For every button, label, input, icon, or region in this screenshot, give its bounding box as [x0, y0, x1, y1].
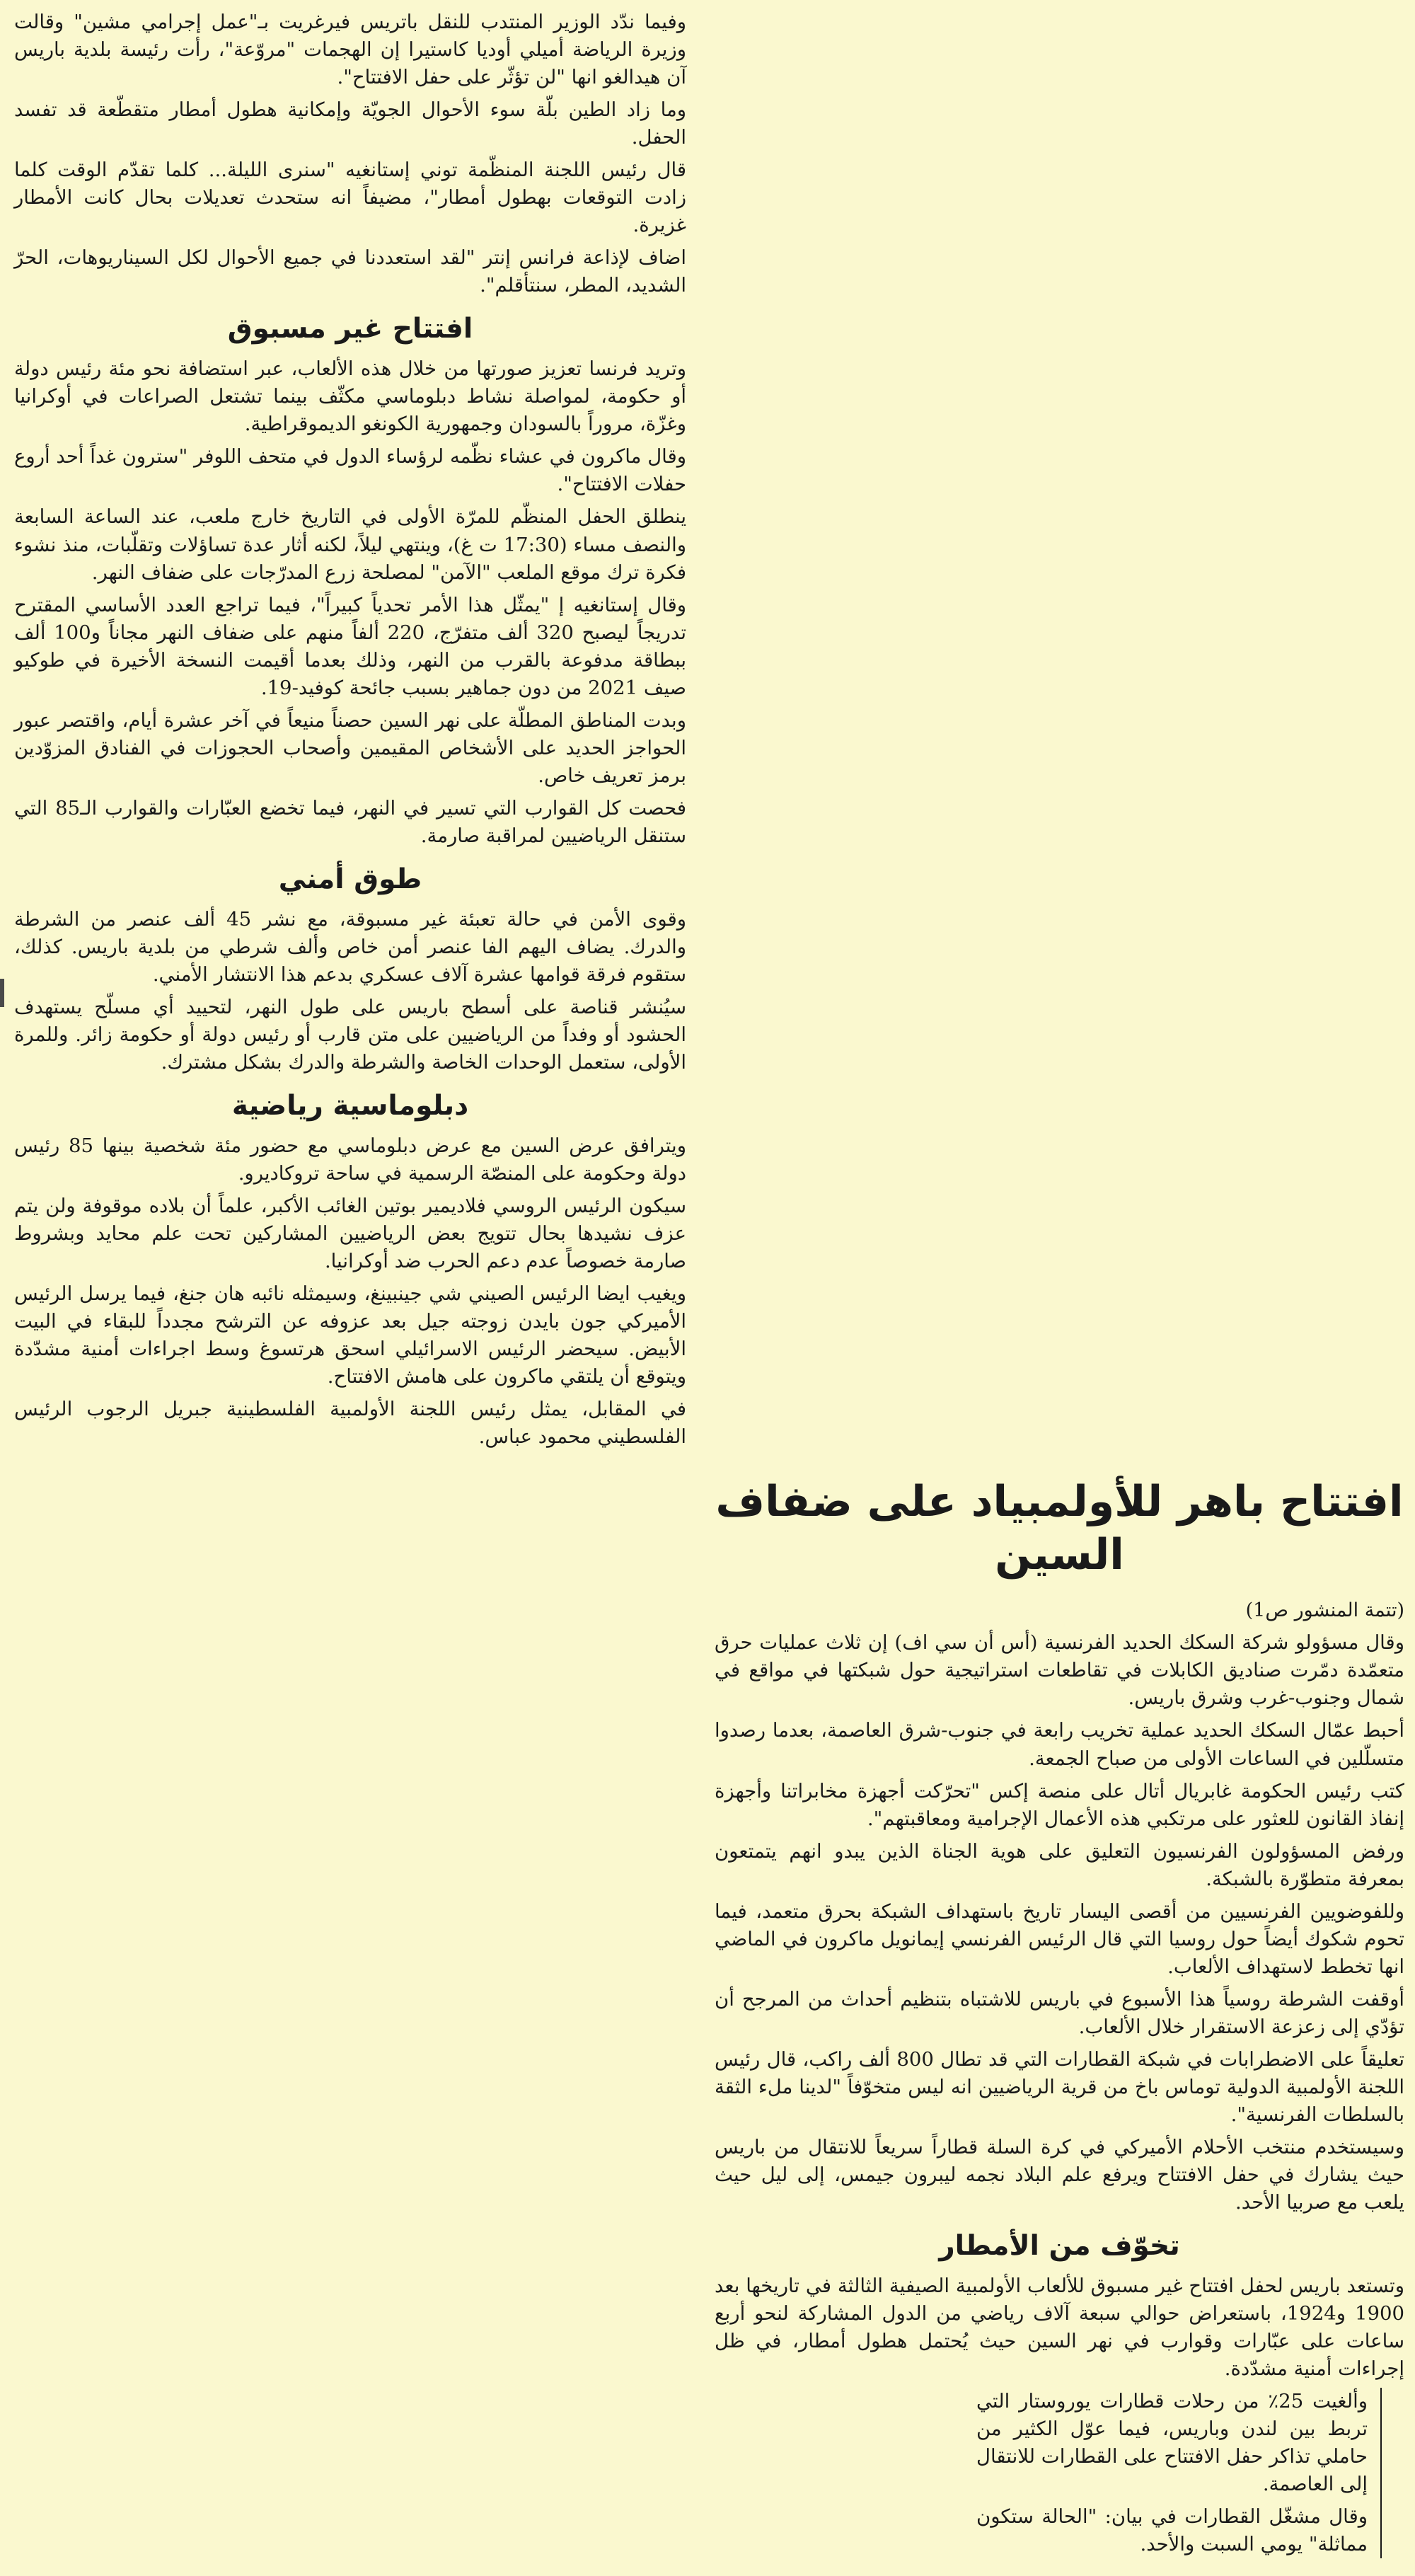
- section-rain-fears: [715, 2229, 1404, 2558]
- section-sports-diplomacy: [14, 1089, 686, 1451]
- article-paragraph: وقوى الأمن في حالة تعبئة غير مسبوقة، مع نشر 45 ألف عنصر من الشرطة والدرك. يضاف اليهم الفا عنصر أمن خاص وألف شرطي من بلدية باريس. كذلك، ستقوم فرقة قوامها عشرة آلاف عسكري بدعم هذا الانتشار الأمني.: [14, 907, 686, 986]
- article-paragraph: وبدت المناطق المطلّة على نهر السين حصناً منيعاً في آخر عشرة أيام، واقتصر عبور الحواجز الحديد على الأشخاص المقيمين وأصحاب الحجوزات في الفنادق المزوّدين برمز تعريف خاص.: [14, 708, 686, 787]
- article-paragraph: وقال مسؤولو شركة السكك الحديد الفرنسية (أس أن سي اف) إن ثلاث عمليات حرق متعمّدة دمّرت صناديق الكابلات في تقاطعات استراتيجية حول شبكتها في مواقع في شمال وجنوب-غرب وشرق باريس.: [715, 1631, 1404, 1710]
- section-unprecedented-opening: [14, 312, 686, 850]
- article-paragraph: فحصت كل القوارب التي تسير في النهر، فيما تخضع العبّارات والقوارب الـ85 التي ستنقل الرياضيين لمراقبة صارمة.: [14, 796, 686, 847]
- article-paragraph: ويغيب ايضا الرئيس الصيني شي جينبينغ، وسيمثله نائبه هان جنغ، فيما يرسل الرئيس الأميركي جون بايدن زوجته جيل بعد عزوفه عن الترشح مجدداً للبقاء في البيت الأبيض. سيحضر الرئيس الاسرائيلي اسحق هرتسوغ وسط اجراءات أمنية مشدّدة ويتوقع أن يلتقي ماكرون على هامش الافتتاح.: [14, 1282, 686, 1388]
- section-heading: طوق أمني: [278, 863, 422, 896]
- continued-note: (تتمة المنشور ص1): [1245, 1599, 1404, 1621]
- article-paragraph: وللفوضويين الفرنسيين من أقصى اليسار تاريخ باستهداف الشبكة بحرق متعمد، فيما تحوم شكوك أيضاً حول روسيا التي قال الرئيس الفرنسي إيمانويل ماكرون في الماضي انها تخطط لاستهداف الألعاب.: [715, 1899, 1404, 1978]
- article-paragraph: وفيما ندّد الوزير المنتدب للنقل باتريس فيرغريت بـ"عمل إجرامي مشين" وقالت وزيرة الرياضة أميلي أوديا كاستيرا إن الهجمات "مروّعة"، رأت رئيسة بلدية باريس آن هيدالغو انها "لن تؤثّر على حفل الافتتاح".: [14, 11, 686, 89]
- article-paragraph: وتريد فرنسا تعزيز صورتها من خلال هذه الألعاب، عبر استضافة نحو مئة رئيس دولة أو حكومة، لمواصلة نشاط دبلوماسي مكثّف بينما تشتعل الصراعات في أوكرانيا وغزّة، مروراً بالسودان وجمهورية الكونغو الديموقراطية.: [14, 357, 686, 436]
- article-paragraph: اضاف لإذاعة فرانس إنتر "لقد استعددنا في جميع الأحوال لكل السيناريوهات، الحرّ الشديد، المطر، سنتأقلم".: [14, 246, 686, 297]
- article-paragraph: كتب رئيس الحكومة غابريال أتال على منصة إكس "تحرّكت أجهزة مخابراتنا وأجهزة إنفاذ القانون للعثور على مرتكبي هذه الأعمال الإجرامية ومعاقبتهم".: [715, 1779, 1404, 1830]
- article-paragraph: وتستعد باريس لحفل افتتاح غير مسبوق للألعاب الأولمبية الصيفية الثالثة في تاريخها بعد 1900 و1924، باستعراض حوالي سبعة آلاف رياضي من الدول المشاركة لنحو أربع ساعات على عبّارات وقوارب في نهر السين حيث يُحتمل هطول أمطار، في ظل إجراءات أمنية مشدّدة.: [715, 2275, 1404, 2381]
- section-heading: دبلوماسية رياضية: [231, 1090, 469, 1122]
- section-heading: تخوّف من الأمطار: [939, 2230, 1180, 2262]
- top-article-column: [14, 8, 686, 1456]
- indented-text-block: [976, 2388, 1382, 2558]
- article-paragraph: ينطلق الحفل المنظّم للمرّة الأولى في التاريخ خارج ملعب، عند الساعة السابعة والنصف مساء (17:30 ت غ)، وينتهي ليلاً، لكنه أثار عدة تساؤلات وتقلّبات، منذ نشوء فكرة ترك موقع الملعب "الآمن" لمصلحة زرع المدرّجات على ضفاف النهر.: [14, 505, 686, 584]
- article-paragraph: ويترافق عرض السين مع عرض دبلوماسي مع حضور مئة شخصية بينها 85 رئيس دولة وحكومة على المنصّة الرسمية في ساحة تروكاديرو.: [14, 1134, 686, 1185]
- article-paragraph: سيُنشر قناصة على أسطح باريس على طول النهر، لتحييد أي مسلّح يستهدف الحشود أو وفداً من الرياضيين على متن قارب أو رئيس دولة أو حكومة زائر. وللمرة الأولى، ستعمل الوحدات الخاصة والشرطة والدرك بشكل مشترك.: [14, 995, 686, 1074]
- article-paragraph: أوقفت الشرطة روسياً هذا الأسبوع في باريس للاشتباه بتنظيم أحداث من المرجح أن تؤدّي إلى زعزعة الاستقرار خلال الألعاب.: [715, 1987, 1404, 2038]
- article-headline: افتتاح باهر للأولمبياد على ضفاف السين: [715, 1477, 1404, 1580]
- article-paragraph: تعليقاً على الاضطرابات في شبكة القطارات التي قد تطال 800 ألف راكب، قال رئيس اللجنة الأولمبية الدولية توماس باخ من قرية الرياضيين انه ليس متخوّفاً "لدينا ملء الثقة بالسلطات الفرنسية".: [715, 2047, 1404, 2127]
- article-paragraph: وقال مشغّل القطارات في بيان: "الحالة ستكون مماثلة" يومي السبت والأحد.: [976, 2505, 1368, 2556]
- article-paragraph: وسيستخدم منتخب الأحلام الأميركي في كرة السلة قطاراً سريعاً للانتقال من باريس حيث يشارك في حفل الافتتاح ويرفع علم البلاد نجمه ليبرون جيمس، إلى ليل حيث يلعب مع صربيا الأحد.: [715, 2136, 1404, 2214]
- article-paragraph: وألغيت 25٪ من رحلات قطارات يوروستار التي تربط بين لندن وباريس، فيما عوّل الكثير من حاملي تذاكر حفل الافتتاح على القطارات للانتقال إلى العاصمة.: [976, 2390, 1368, 2496]
- section-heading: افتتاح غير مسبوق: [227, 313, 473, 345]
- article-paragraph: وقال ماكرون في عشاء نظّمه لرؤساء الدول في متحف اللوفر "سترون غداً أحد أروع حفلات الافتتاح".: [14, 445, 686, 496]
- article-paragraph: وما زاد الطين بلّة سوء الأحوال الجويّة وإمكانية هطول أمطار متقطّعة قد تفسد الحفل.: [14, 98, 686, 149]
- article-paragraph: أحبط عمّال السكك الحديد عملية تخريب رابعة في جنوب-شرق العاصمة، بعدما رصدوا متسلّلين في الساعات الأولى من صباح الجمعة.: [715, 1719, 1404, 1770]
- intro-text: [14, 8, 686, 299]
- article-paragraph: سيكون الرئيس الروسي فلاديمير بوتين الغائب الأكبر، علماً أن بلاده موقوفة ولن يتم عزف نشيدها بحال تتويج بعض الرياضيين المشاركين تحت علم محايد وبشروط صارمة خصوصاً عدم دعم الحرب ضد أوكرانيا.: [14, 1194, 686, 1272]
- article-paragraph: في المقابل، يمثل رئيس اللجنة الأولمبية الفلسطينية جبريل الرجوب الرئيس الفلسطيني محمود عباس.: [14, 1398, 686, 1449]
- section-security-cordon: [14, 863, 686, 1076]
- page-edge-mark: [0, 979, 4, 1007]
- main-article-column: [715, 1476, 1404, 2563]
- article-paragraph: ورفض المسؤولون الفرنسيون التعليق على هوية الجناة الذين يبدو انهم يتمتعون بمعرفة متطوّرة بالشبكة.: [715, 1839, 1404, 1890]
- article-paragraph: وقال إستانغيه إ "يمثّل هذا الأمر تحدياً كبيراً"، فيما تراجع العدد الأساسي المقترح تدريجاً ليصبح 320 ألف متفرّج، 220 ألفاً منهم على ضفاف النهر مجاناً و100 ألف ببطاقة مدفوعة بالقرب من النهر، وذلك بعدما أقيمت النسخة الأخيرة في طوكيو صيف 2021 من دون جماهير بسبب جائحة كوفيد-19.: [14, 593, 687, 699]
- article-paragraph: قال رئيس اللجنة المنظّمة توني إستانغيه "سنرى الليلة... كلما تقدّم الوقت كلما زادت التوقعات بهطول أمطار"، مضيفاً انه ستحدث تعديلات بحال كانت الأمطار غزيرة.: [14, 159, 686, 237]
